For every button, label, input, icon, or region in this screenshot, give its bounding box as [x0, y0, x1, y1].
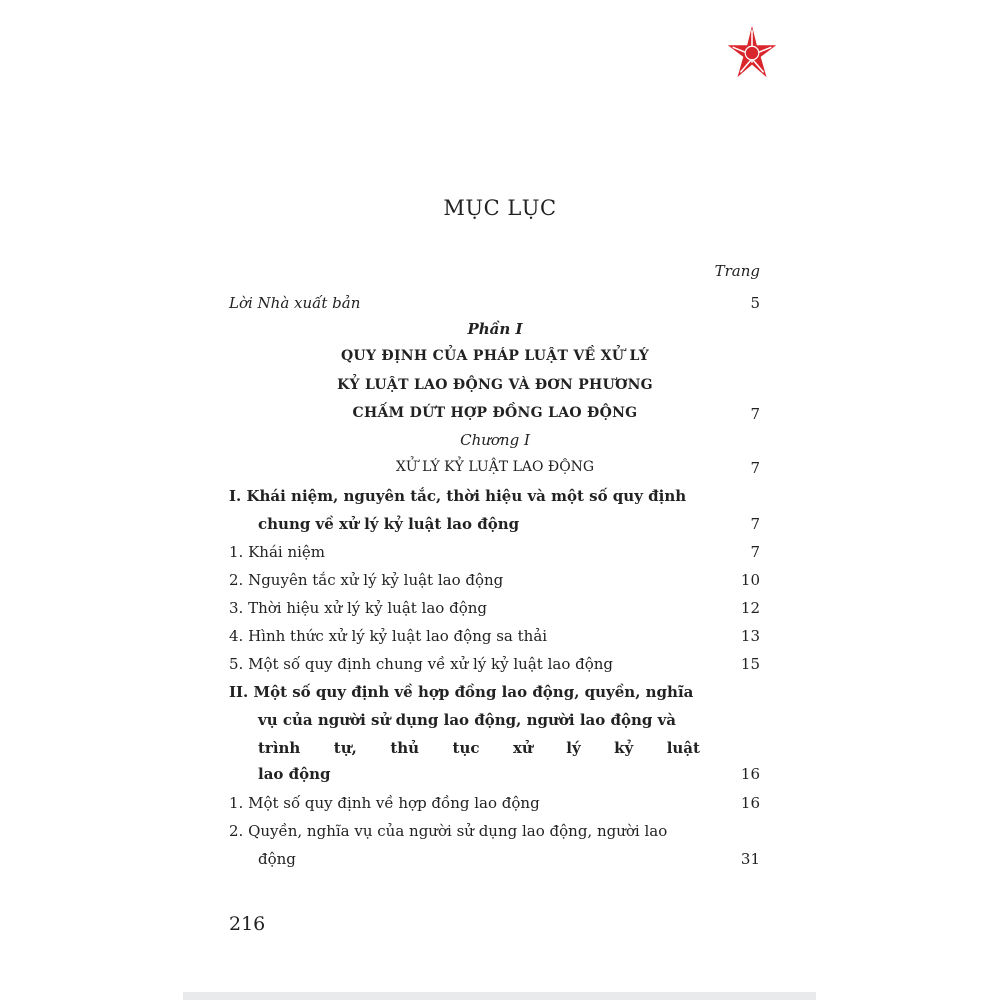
toc-page-number: 12 — [740, 599, 760, 617]
toc-page-number: 7 — [750, 543, 760, 561]
page-number: 216 — [229, 913, 266, 935]
page-column-label: Trang — [714, 262, 760, 280]
toc-page-number: 5 — [750, 294, 760, 312]
toc-part-title-line[interactable]: QUY ĐỊNH CỦA PHÁP LUẬT VỀ XỬ LÝ — [340, 348, 650, 364]
toc-page-number: 31 — [740, 850, 760, 868]
toc-page-number: 16 — [740, 765, 760, 783]
toc-subentry-cont[interactable]: động — [258, 850, 296, 868]
toc-word: tự, — [333, 739, 357, 757]
toc-section-entry-cont[interactable]: vụ của người sử dụng lao động, người lao động và — [258, 711, 677, 729]
toc-page-number: 7 — [750, 515, 760, 533]
toc-subentry[interactable]: 4. Hình thức xử lý kỷ luật lao động sa thải — [229, 627, 548, 645]
page-bottom-edge — [183, 992, 816, 1000]
toc-page-number: 7 — [750, 459, 760, 477]
toc-page-number: 15 — [740, 655, 760, 673]
toc-page-number: 13 — [740, 627, 760, 645]
toc-part-heading: Phần I — [467, 320, 523, 338]
toc-chapter-title[interactable]: XỬ LÝ KỶ LUẬT LAO ĐỘNG — [395, 459, 595, 475]
toc-word: tục — [452, 739, 480, 757]
toc-chapter-heading: Chương I — [460, 431, 530, 449]
toc-part-title-line[interactable]: KỶ LUẬT LAO ĐỘNG VÀ ĐƠN PHƯƠNG — [337, 377, 653, 393]
toc-word: kỷ — [614, 739, 634, 757]
toc-word: trình — [258, 739, 301, 757]
toc-section-entry[interactable]: I. Khái niệm, nguyên tắc, thời hiệu và một số quy định — [229, 487, 687, 505]
toc-part-title-line[interactable]: CHẤM DỨT HỢP ĐỒNG LAO ĐỘNG — [352, 405, 638, 421]
toc-section-entry-justified[interactable] — [258, 739, 700, 757]
toc-section-entry[interactable]: II. Một số quy định về hợp đồng lao động, quyền, nghĩa — [229, 683, 694, 701]
toc-subentry[interactable]: 3. Thời hiệu xử lý kỷ luật lao động — [229, 599, 487, 617]
toc-section-entry-cont[interactable]: chung về xử lý kỷ luật lao động — [258, 515, 520, 533]
toc-page-number: 7 — [750, 405, 760, 423]
toc-word: thủ — [390, 739, 420, 757]
toc-section-entry-cont[interactable]: lao động — [258, 765, 331, 783]
toc-subentry[interactable]: 1. Một số quy định về hợp đồng lao động — [229, 794, 540, 812]
toc-page-number: 10 — [740, 571, 760, 589]
toc-subentry[interactable]: 2. Nguyên tắc xử lý kỷ luật lao động — [229, 571, 504, 589]
toc-word: xử — [512, 739, 533, 757]
toc-subentry[interactable]: 5. Một số quy định chung về xử lý kỷ luật lao động — [229, 655, 614, 673]
star-logo-icon — [723, 24, 781, 82]
toc-word: luật — [666, 739, 700, 757]
toc-subentry[interactable]: 2. Quyền, nghĩa vụ của người sử dụng lao động, người lao — [229, 822, 668, 840]
toc-subentry[interactable]: 1. Khái niệm — [229, 543, 326, 561]
toc-word: lý — [566, 739, 581, 757]
toc-entry-foreword[interactable]: Lời Nhà xuất bản — [229, 294, 361, 312]
page-title: MỤC LỤC — [443, 196, 557, 220]
toc-page-number: 16 — [740, 794, 760, 812]
